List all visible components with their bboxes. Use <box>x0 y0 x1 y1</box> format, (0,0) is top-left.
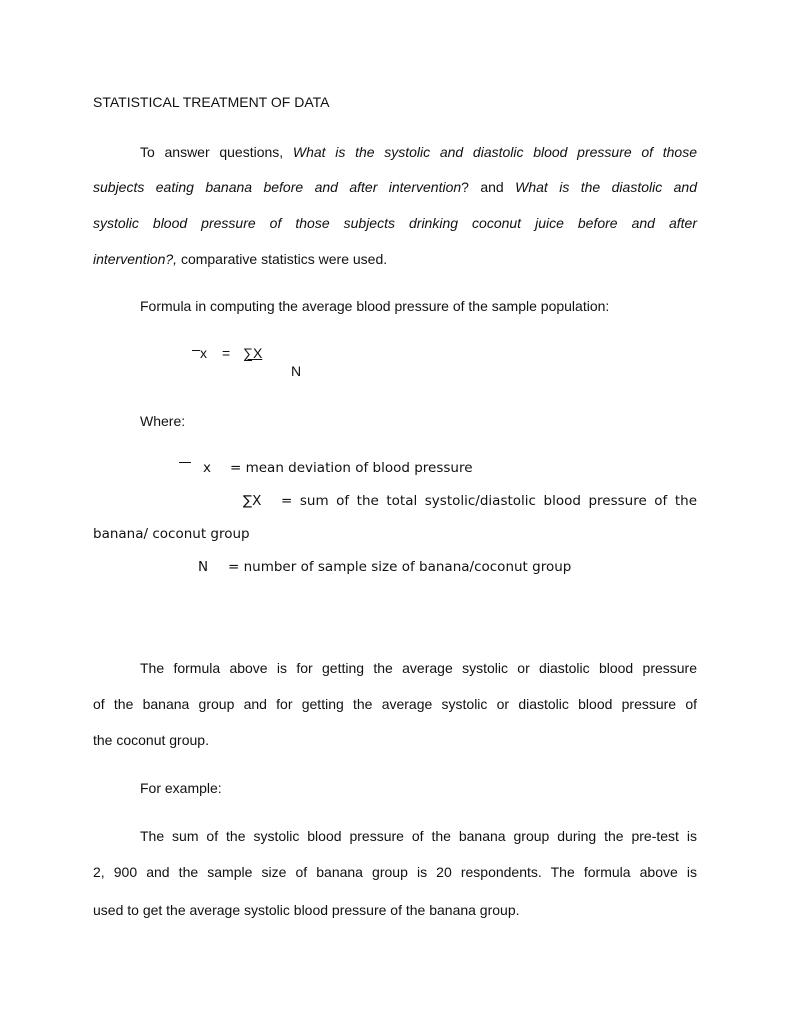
intro-closing: comparative statistics were used. <box>177 251 388 267</box>
def-sum-text-cont: banana/ coconut group <box>93 526 250 542</box>
question-2-part-1: What is the diastolic and <box>515 179 697 195</box>
def-x-symbol: x <box>203 460 211 476</box>
formula-numerator: ∑X <box>243 345 263 361</box>
intro-line-4 <box>93 251 387 267</box>
def-sum-text: = sum of the total systolic/diastolic blood pressure of the <box>281 493 697 509</box>
question-2-part-3: intervention?, <box>93 251 178 267</box>
formula-equals: = <box>222 345 231 361</box>
paragraph-3-line-1: The sum of the systolic blood pressure of the banana group during the pre-test is <box>140 828 697 844</box>
intro-lead: To answer questions, <box>140 144 293 160</box>
def-n-symbol: N <box>198 559 209 575</box>
question-1-tail: ? and <box>461 179 516 195</box>
mean-overbar <box>192 350 200 351</box>
paragraph-3-line-3: used to get the average systolic blood pressure of the banana group. <box>93 902 520 918</box>
paragraph-3-line-2: 2, 900 and the sample size of banana group is 20 respondents. The formula above is <box>93 864 697 880</box>
paragraph-2-line-3: the coconut group. <box>93 732 209 748</box>
intro-line-1 <box>140 144 697 160</box>
paragraph-2-line-1: The formula above is for getting the average systolic or diastolic blood pressure <box>140 660 697 676</box>
intro-line-3 <box>93 215 697 231</box>
section-title: STATISTICAL TREATMENT OF DATA <box>93 94 330 110</box>
question-1-part-1: What is the systolic and diastolic blood pressure of those <box>292 144 697 160</box>
question-2-part-2: systolic blood pressure of those subjects drinking coconut juice before and after <box>93 215 697 231</box>
intro-line-2 <box>93 179 697 195</box>
mean-overbar-def <box>179 462 191 463</box>
def-n-text: = number of sample size of banana/coconut group <box>228 559 572 575</box>
formula-intro: Formula in computing the average blood pressure of the sample population: <box>140 298 610 314</box>
formula-x: x <box>200 345 207 361</box>
question-1-part-2: subjects eating banana before and after intervention <box>93 179 462 195</box>
where-label: Where: <box>140 413 186 429</box>
def-x-text: = mean deviation of blood pressure <box>230 460 473 476</box>
formula-denominator: N <box>291 363 302 379</box>
def-sum-symbol: ∑X <box>243 493 262 509</box>
paragraph-2-line-2: of the banana group and for getting the average systolic or diastolic blood pressure of <box>93 696 697 712</box>
example-label: For example: <box>140 780 222 796</box>
